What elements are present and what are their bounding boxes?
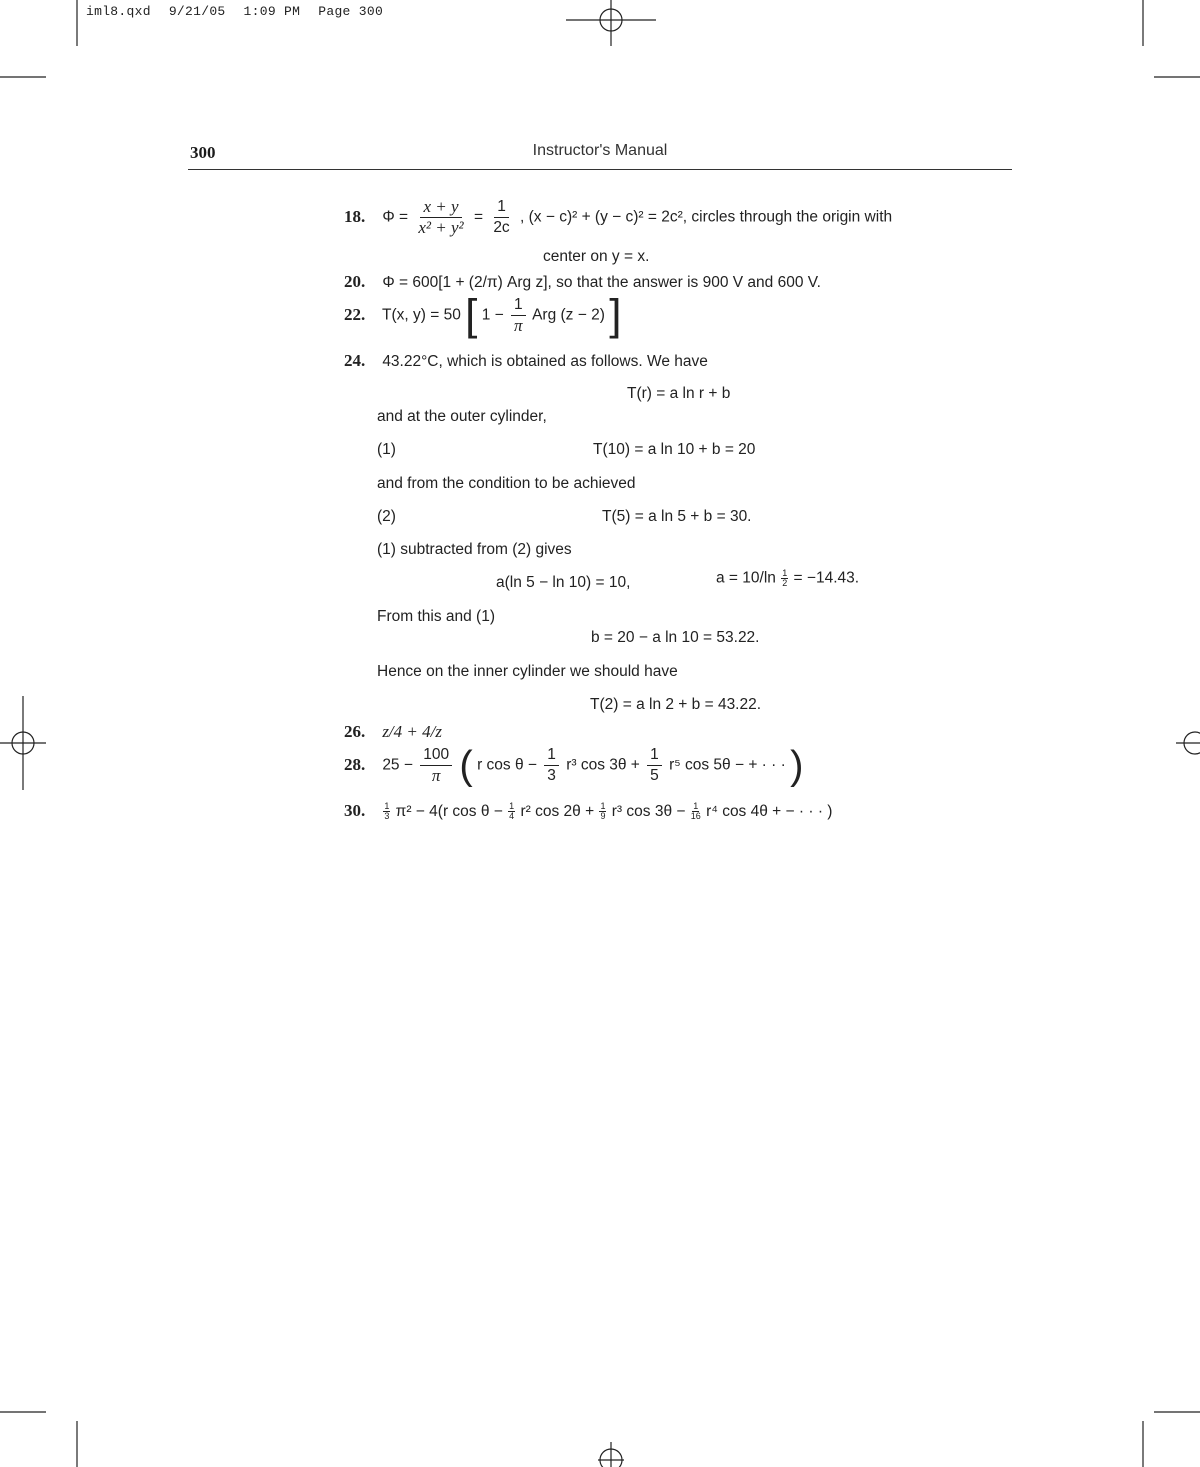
answer-22-lhs: T(x, y) = 50 [382,306,461,324]
answer-30: 30. $\frac{1}{3}$ π² − 4(r cos θ − $\frac{1}{4}$ r² cos 2θ + $\frac{1}{9}$ r³ cos 3θ − $\frac{1}{16}$ r⁴ cos 4θ + − · · · ) [344,801,833,822]
slug-time: 1:09 PM [243,4,301,19]
registration-target-left [0,696,46,790]
answer-26-text: z/4 + 4/z [382,722,442,741]
equation-1-label: (1) [377,441,396,458]
text-inner-cylinder: Hence on the inner cylinder we should have [377,663,678,680]
text-from-this: From this and (1) [377,608,496,625]
equation-3a: a(ln 5 − ln 10) = 10, [496,574,631,591]
left-bracket: [ [465,290,478,340]
page-number: 300 [190,143,216,162]
answer-28-fraction: $\frac{100}{\pi}$ [420,746,452,785]
registration-target-top [566,0,656,46]
registration-target-bottom [598,1442,624,1467]
slug-date: 9/21/05 [168,4,226,19]
text-condition: and from the condition to be achieved [377,475,636,492]
half-fraction: $\frac{1}{2}$ [782,568,788,588]
equation-3b: a = 10/ln $\frac{1}{2}$ = −14.43. [716,568,860,588]
left-paren: ( [459,743,473,788]
equation-2: T(5) = a ln 5 + b = 30. [602,508,752,525]
slug-file: iml8.qxd [86,4,151,19]
answer-22-fraction: $\frac{1}{\pi}$ [511,296,526,335]
answer-number: 22. [344,304,366,324]
right-bracket: ] [609,290,622,340]
answer-number: 26. [344,722,366,741]
right-paren: ) [790,743,804,788]
text-subtracted: (1) subtracted from (2) gives [377,541,572,558]
answer-24-intro: 43.22°C, which is obtained as follows. We have [382,353,708,370]
equation-1: T(10) = a ln 10 + b = 20 [593,441,756,458]
registration-target-right [1176,732,1200,754]
answer-26 [344,722,442,742]
answer-18-lhs: Φ = [382,208,409,226]
equation-4: b = 20 − a ln 10 = 53.22. [591,629,760,646]
equation-5: T(2) = a ln 2 + b = 43.22. [590,696,762,713]
answer-number: 28. [344,754,366,774]
equation-t-r: T(r) = a ln r + b [627,385,731,402]
answer-number: 24. [344,351,366,370]
equation-2-label: (2) [377,508,396,525]
answer-number: 18. [344,206,366,226]
manual-title: Instructor's Manual [532,142,668,159]
answer-20 [344,272,821,292]
answer-18-fraction: $\frac{x + y}{\text{x² + y²}}$ [418,197,464,237]
answer-22: 22. T(x, y) = 50 [ 1 − $\frac{1}{\pi}$ Arg (z − 2) ] [344,290,622,340]
answer-18-fraction-2: $\frac{1}{2c}$ [493,198,510,236]
text-outer-cylinder: and at the outer cylinder, [377,408,547,425]
answer-18: 18. Φ = $\frac{x + y}{\text{x² + y²}}$ = $\frac{1}{2c}$ , (x − c)² + (y − c)² = 2c², circles through the origin with [344,197,893,237]
answer-28: 28. 25 − $\frac{100}{\pi}$ ( r cos θ − $\frac{1}{3}$ r³ cos 3θ + $\frac{1}{5}$ r⁵ cos 5θ − + · · · ) [344,743,804,788]
running-header [188,141,1012,170]
answer-24 [344,351,708,371]
answer-number: 20. [344,272,366,291]
answer-18-continuation: center on y = x. [543,248,650,265]
answer-number: 30. [344,801,366,820]
answer-20-text: Φ = 600[1 + (2/π) Arg z], so that the answer is 900 V and 600 V. [382,274,821,291]
slug-page: Page 300 [318,4,384,19]
answer-18-tail: , (x − c)² + (y − c)² = 2c², circles through the origin with [520,208,893,226]
